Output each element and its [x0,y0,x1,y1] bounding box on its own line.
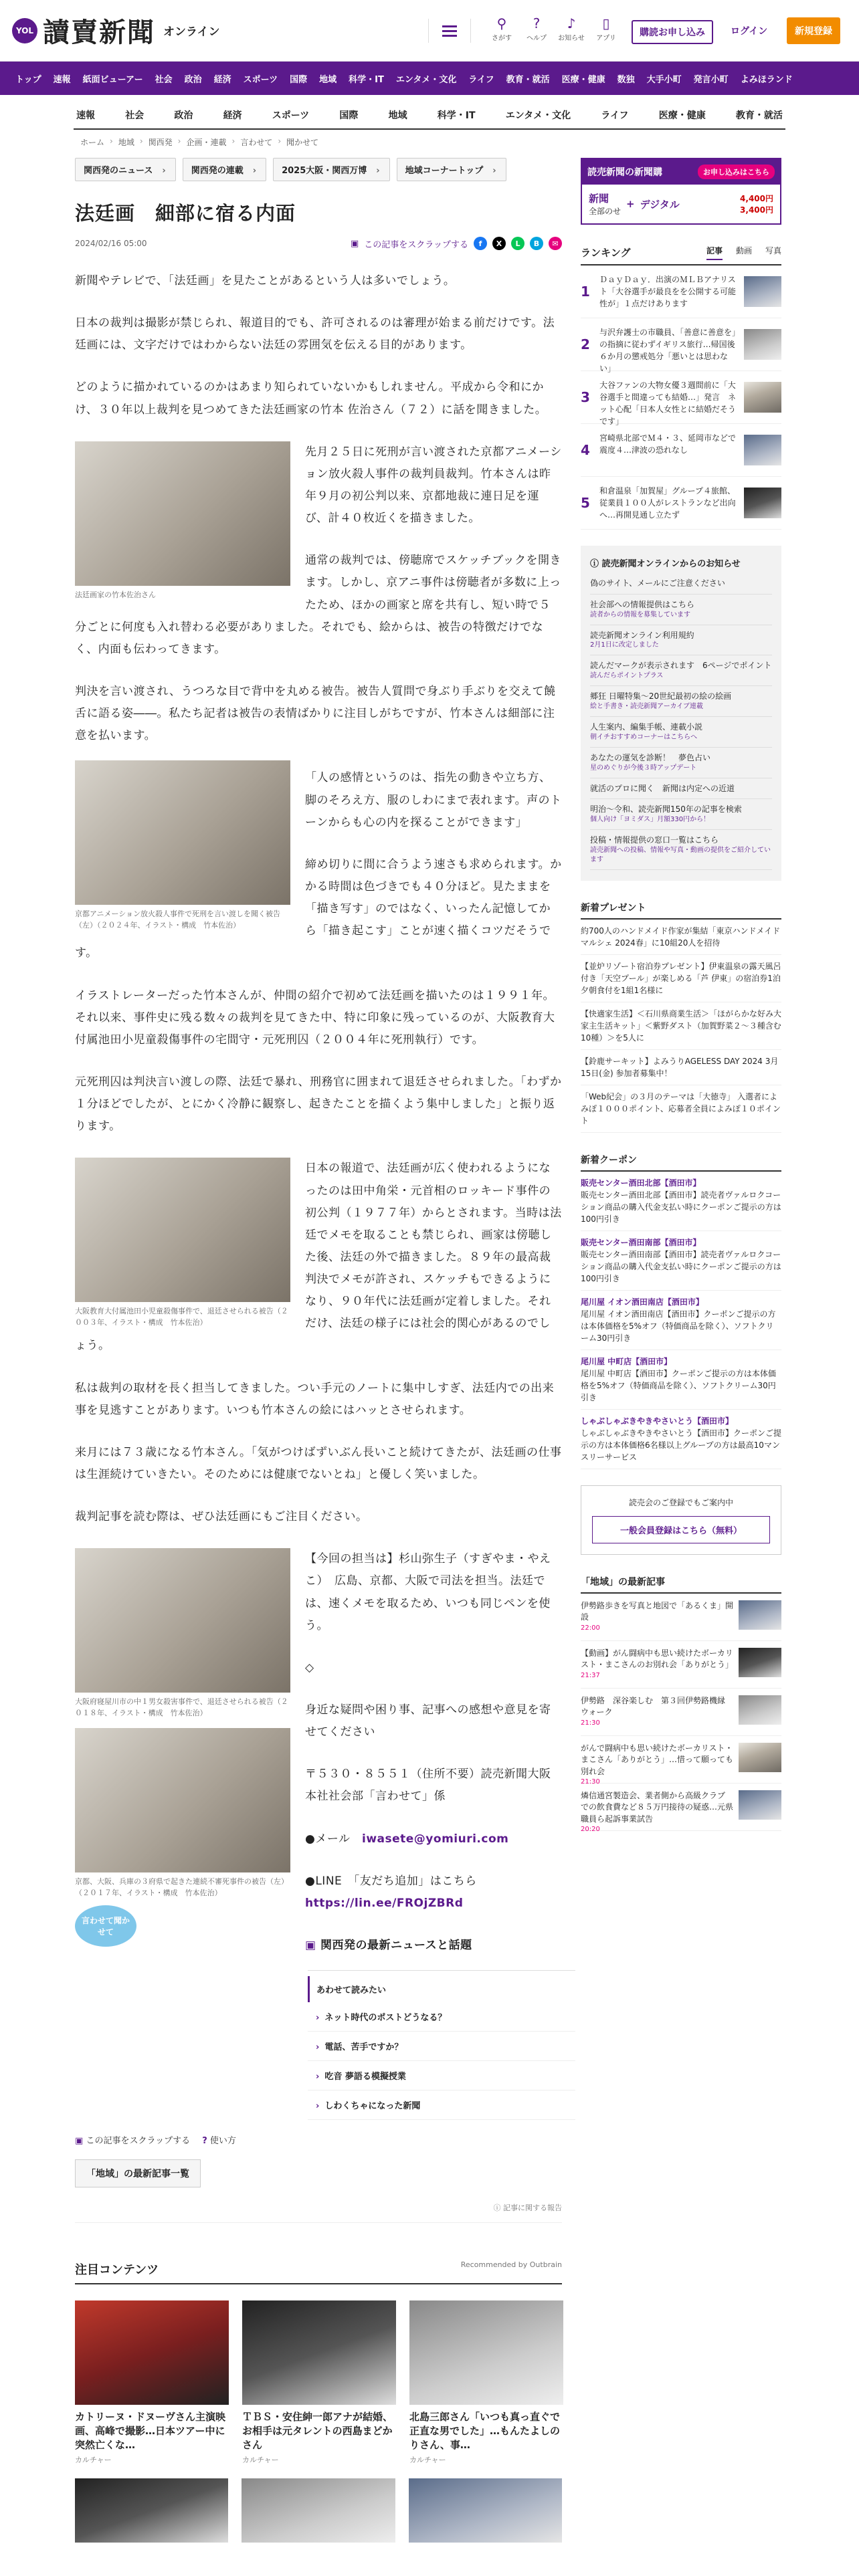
subnav-item[interactable]: スポーツ [272,110,310,121]
sub-nav [74,102,785,130]
topnav-item[interactable]: 教育・就活 [506,74,550,85]
coupon-text: 尾川屋 イオン酒田南店【酒田市】クーポンご提示の方は本体価格を5%オフ（特価商品を除く）、ソフトクリーム30円引き [581,1309,776,1343]
recommended-card[interactable] [75,2300,229,2465]
header-tool-1[interactable] [523,15,550,42]
related-item[interactable]: › 吃音 夢語る模擬授業 [308,2061,575,2090]
breadcrumb-separator: › [278,136,282,146]
kansai-news-link[interactable]: 関西発の最新ニュースと話題 [320,1939,472,1953]
price-1: 4,400円 [740,194,773,203]
local-thumb [739,1695,781,1725]
article-body [75,270,562,1957]
register-button[interactable]: 新規登録 [787,17,840,44]
header-tool-label: アプリ [596,35,616,42]
scrap-link[interactable]: この記事をスクラップする [364,239,468,250]
subnav-item[interactable]: 国際 [339,110,359,121]
help-icon: ? [202,2136,207,2146]
ranking-thumb [744,435,781,465]
photo-artist[interactable] [75,441,290,586]
scrap-icon: ▣ [350,238,359,249]
subscription-body [582,185,780,223]
coupon-item[interactable] [581,1350,781,1410]
local-text [581,1695,733,1729]
price-block [740,193,773,215]
topnav-item[interactable]: エンタメ・文化 [395,74,457,85]
ranking-thumb [744,276,781,307]
local-item[interactable] [581,1736,781,1784]
howto-label: 使い方 [209,2136,236,2146]
local-thumb [739,1600,781,1630]
login-link[interactable]: ログイン [731,26,768,37]
local-title: 伊勢路歩きを写真と地図で「あるくま」開設 [581,1600,734,1622]
ranking-number: 1 [581,284,590,300]
recommended-card-source: カルチャー [75,2456,112,2464]
ranking-thumb [744,382,781,413]
related-item[interactable]: › ネット時代のポストどうなる？ [308,2002,575,2032]
ranking-item[interactable] [581,318,781,371]
local-text [581,1648,733,1681]
paragraph: 元死刑囚は判決言い渡しの際、法廷で暴れ、刑務官に囲まれて退廷させられました。「わずか１分ほどでしたが、とにかく冷静に観察し、起きたことを描くよう集中しました」と振り返ります。 [75,1075,562,1134]
top-nav [0,62,859,95]
notice-subtitle: 絵と手書き・読売新聞アーカイブ連載 [590,702,703,710]
coupon-text: 尾川屋 中町店【酒田市】クーポンご提示の方は本体価格を5%オフ（特価商品を除く）、ソフトクリーム30円引き [581,1368,776,1402]
paragraph: 先月２５日に死刑が言い渡された京都アニメーション放火殺人事件の裁判員裁判。竹本さんは昨年９月の初公判以来、京都地裁に連日足を運び、計４０枚近くを描きました。 [305,445,562,526]
hatena-icon[interactable]: B [530,237,543,250]
new-label: 新聞 [589,193,609,205]
subscription-pill[interactable]: お申し込みはこちら [698,165,775,179]
header-tools [488,15,619,42]
subnav-item[interactable]: 教育・就活 [735,110,783,121]
recommended-card-title: カトリーヌ・ドヌーヴさん主演映画、高峰で撮影…日本ツアー中に突然亡くな… [75,2411,226,2451]
registration-box [581,1485,781,1555]
recommended-card-source: カルチャー [409,2456,446,2464]
ranking-thumb [744,329,781,360]
topnav-item[interactable]: 数独 [617,74,635,85]
ranking-tab[interactable]: 動画 [735,246,752,255]
related-item[interactable]: › 電話、苦手ですか？ [308,2032,575,2061]
subscribe-button[interactable]: 購読お申し込み [632,20,713,44]
line-label: ●LINE 「友だち追加」はこちら [305,1874,477,1888]
recommended-thumb[interactable] [75,2478,228,2543]
topnav-item[interactable]: 社会 [155,74,173,85]
recommended-head [75,2260,562,2284]
notice-subtitle: 読んだらポイントプラス [590,672,664,680]
figure-kyoani [75,760,290,931]
article-date: 2024/02/16 05:00 [75,239,147,248]
breadcrumb-separator: › [177,136,181,146]
recommended-thumb[interactable] [409,2478,562,2543]
article-tag[interactable]: 関西発のニュース › [75,158,176,181]
notice-subtitle: 個人向け「ヨミダス」月額330円から！ [590,816,710,824]
topnav-item[interactable]: 科学・IT [349,74,384,85]
mail-link[interactable]: iwasete@yomiuri.com [362,1832,509,1846]
notice-title: 明治〜令和、読売新聞150年の記事を検索 [590,804,742,815]
article-tag[interactable]: 地域コーナートップ › [397,158,506,181]
article-tag[interactable]: 関西発の連載 › [183,158,266,181]
local-text [581,1743,734,1786]
paragraph: 日本の裁判は撮影が禁じられ、報道目的でも、許可されるのは審理が始まる前だけです。法廷画には、文字だけではわからない法廷の雰囲気を伝える目的があります。 [75,316,555,352]
iwasete-logo: 言わせて聞かせて [75,1905,136,1947]
header-tool-2[interactable] [558,15,585,42]
paragraph: 来月には７３歳になる竹本さん。「気がつけばずいぶん長いこと続けてきたが、法廷画の仕事は生涯続けていきたい。そのためには健康でないとね」と優しく笑いました。 [75,1445,562,1482]
topnav-item[interactable]: 速報 [53,74,71,85]
article-title: 法廷画 細部に宿る内面 [75,202,296,225]
article-column [75,158,562,2120]
paragraph: どのように描かれているのかはあまり知られていないかもしれません。平成から令和にかけ、３０年以上裁判を見つめてきた法廷画家の竹本 佐治さん（７２）に話を聞きました。 [75,381,547,417]
ranking-title: 宮崎県北部でＭ４・３、延岡市などで震度４…津波の恐れなし [599,433,737,455]
header-tool-3[interactable] [593,15,619,42]
ranking-item[interactable] [581,371,781,424]
outbrain-label[interactable]: Recommended by Outbrain [460,2260,562,2269]
subnav-item[interactable]: 科学・IT [437,110,476,121]
breadcrumb-separator: › [139,136,143,146]
line-icon[interactable]: L [511,237,524,250]
bell-icon: ♪ [567,15,576,31]
notice-title: 読売新聞オンラインからのお知らせ [601,559,741,569]
local-title: 燐信通宮製造会、業者側から高級クラブでの飲食費など８５万円接待の疑惑…元県職員ら起訴事業試告 [581,1790,734,1824]
breadcrumb-separator: › [231,136,235,146]
figure-caption: 大阪府寝屋川市の中１男女殺害事件で、退廷させられる被告（２０１８年、イラスト・構成 竹本佐治） [75,1697,288,1717]
paragraph: 通常の裁判では、傍聴席でスケッチブックを開きます。しかし、京アニ事件は傍聴者が多数に上ったため、ほかの画家と席を共有し、短い時で５分ごとに何度も入れ替わる必要がありました。それでも、絵からは、被告の特徴だけでなく、内面も伝わってきます。 [75,554,561,656]
local-thumb [739,1648,781,1677]
present-item[interactable]: 「Web紀会」の３月のテーマは「大徳寺」 入選者によみぽ１０００ポイント、応募者全員によみぽ１０ポイント [581,1085,781,1133]
paragraph: 「人の感情というのは、指先の動きや立ち方、脚のそろえ方、服のしわにまで表れます。声のトーンからも心の内を探ることができます」 [305,771,562,829]
ranking-item[interactable] [581,265,781,318]
paragraph: 判決を言い渡され、うつろな目で背中を丸める被告。被告人質問で身ぶり手ぶりを交えて饒舌に語る姿――。私たち記者は被告の表情ばかりに注目しがちですが、竹本さんは細部に注意を払います。 [75,684,556,743]
ranking-title: ランキング [581,247,631,259]
logo-sub: オンライン [163,25,220,39]
coupon-store: しゃぶしゃぶきやきやさいとう【酒田市】 [581,1416,734,1426]
article-tags [75,158,562,181]
header-tool-label: ヘルプ [527,35,547,42]
local-thumb [739,1790,781,1820]
coupon-text: 販売センター酒田南部【酒田市】読売者ヴァルロクコーション商品の購入代金支払い時にクーポンご提示の方は100円引き [581,1249,781,1283]
recommended-row-2 [75,2478,562,2543]
sidebar [581,158,782,1834]
topnav-item[interactable]: 大手小町 [646,74,682,85]
coupon-item[interactable] [581,1172,781,1231]
coupon-item[interactable] [581,1291,781,1350]
coupon-item[interactable] [581,1231,781,1291]
topnav-item[interactable]: スポーツ [243,74,278,85]
notice-box [581,546,781,881]
local-text [581,1790,734,1834]
subnav-item[interactable]: 社会 [125,110,145,121]
local-title: 【動画】がん闘病中も思い続けたボーカリスト・まこさんのお別れ会「ありがとう」 [581,1648,734,1670]
notice-item[interactable] [590,595,772,625]
local-time: 20:20 [581,1826,600,1834]
topnav-item[interactable]: 地域 [319,74,337,85]
notice-title: 就活のプロに聞く 新聞は内定への近道 [590,783,735,793]
local-title: 伊勢路 深谷楽しむ 第３回伊勢路機縁ウォーク [581,1695,726,1717]
report-label: 記事に関する報告 [503,2204,562,2212]
notice-item[interactable] [590,717,772,748]
local-item[interactable] [581,1641,781,1689]
recommended-card-title: ＴＢＳ・安住紳一郎アナが結婚、お相手は元タレントの西島まどかさん [242,2411,393,2451]
notice-subtitle: 朝イチおすすめコーナーはこちらへ [590,733,698,741]
illustration-ikeda[interactable] [75,1158,290,1302]
subscription-title: 読売新聞の新聞購 [587,167,662,178]
present-item[interactable]: 【快適家生活】＜石川県商業生活＞「ほがらかな好み大家主生活キット」＜紫野ダスト（加賀野菜２〜３種含む10種）＞を5人に [581,1002,781,1050]
site-header [0,0,859,62]
coupon-item[interactable] [581,1410,781,1469]
logo-text: 讀賣新聞 [43,17,155,48]
ranking-number: 2 [581,336,590,352]
coupon-store: 販売センター酒田南部【酒田市】 [581,1237,701,1247]
date-row [75,237,562,250]
local-thumb [739,1743,781,1772]
coupon-store: 尾川屋 イオン酒田南店【酒田市】 [581,1297,704,1307]
local-time: 21:30 [581,1719,600,1727]
illustration-kyoani[interactable] [75,760,290,905]
notice-item[interactable] [590,830,772,870]
present-item[interactable]: 【鈴鹿サーキット】よみうりAGELESS DAY 2024 3月15日(金) 参加者募集中！ [581,1050,781,1085]
share-bar [351,237,562,250]
local-item[interactable] [581,1784,781,1834]
mail-icon[interactable]: ✉ [549,237,562,250]
ranking-number: 5 [581,495,590,511]
notice-subtitle: 2月1日に改定しました [590,641,659,649]
area-list-button[interactable]: 「地域」の最新記事一覧 [75,2159,201,2187]
notice-subtitle: 読者からの情報を募集しています [590,611,690,619]
ranking-title: 和倉温泉「加賀屋」グループ４旅館、従業員１００人がレストランなど出向へ…再開見通し立たず [599,486,736,520]
breadcrumb-item[interactable]: 関西発 [148,138,173,147]
recommended-thumb[interactable] [242,2478,395,2543]
figure-neyagawa [75,1548,290,1947]
notice-title: 読売新聞オンライン利用規約 [590,630,694,640]
topnav-item[interactable]: 政治 [184,74,202,85]
present-head: 新着プレゼント [581,901,781,920]
notice-title: 郷狂 日曜特集〜20世紀最初の絵の絵画 [590,691,732,702]
facebook-icon[interactable]: f [474,237,487,250]
ranking-title: ＤａｙＤａｙ．出演のＭＬＢアナリスト「大谷選手が最良をを公開する可能性が」１点だけあります [599,275,737,308]
subnav-item[interactable]: エンタメ・文化 [505,110,571,121]
search-icon: ⚲ [496,15,507,31]
notice-item[interactable] [590,573,772,595]
all-label: 全部のせ [589,207,622,216]
recommended-thumb [242,2300,396,2405]
header-tool-label: お知らせ [558,35,585,42]
document-icon: ▣ [305,1939,316,1953]
registration-text: 読売会のご登録でもご案内中 [628,1497,733,1507]
article-tag[interactable]: 2025大阪・関西万博 › [273,158,390,181]
help-icon: ? [533,15,541,31]
diamond-separator: ◇ [305,1660,314,1675]
subnav-item[interactable]: ライフ [601,110,629,121]
ranking-number: 4 [581,442,590,458]
register-free-button[interactable]: 一般会員登録はこちら（無料） [592,1516,770,1543]
topnav-item[interactable]: 発言小町 [693,74,729,85]
local-time: 22:00 [581,1624,600,1632]
notice-title: 人生案内、編集手帳、連載小説 [590,722,703,732]
topnav-item[interactable]: 紙面ビューアー [82,74,143,85]
hamburger-icon [442,30,457,32]
present-item[interactable]: 約700人のハンドメイド作家が集結「東京ハンドメイドマルシェ 2024春」に10組20人を招待 [581,920,781,955]
local-item[interactable] [581,1594,781,1641]
paragraph: 私は裁判の取材を長く担当してきました。つい手元のノートに集中しすぎ、法廷内での出来事を見逃すことがあります。いつも竹本さんの絵にはハッとさせられます。 [75,1381,555,1417]
paragraph: イラストレーターだった竹本さんが、仲間の紹介で初めて法廷画を描いたのは１９９１年。それ以来、事件史に残る数々の裁判を見てきた中、特に印象に残っているのが、大阪教育大付属池田小児童殺傷事件の宅間守・元死刑囚（２００４年に死刑執行）です。 [75,988,555,1047]
menu-button[interactable] [428,19,471,43]
coupon-head: 新着クーポン [581,1153,781,1172]
breadcrumb-item[interactable]: 地域 [118,138,134,147]
breadcrumb-separator: › [110,136,113,146]
mail-label: ●メール [305,1832,351,1846]
scrap-icon: ▣ [75,2136,84,2146]
notice-item[interactable] [590,655,772,686]
recommended-thumb [409,2300,563,2405]
topnav-item[interactable]: トップ [15,74,41,85]
notice-head [590,556,772,569]
coupon-text: しゃぶしゃぶきやきやさいとう【酒田市】クーポンご提示の方は本体価格6名様以上グループの方は最高10マンスリーサービス [581,1428,782,1462]
breadcrumb-item[interactable]: 聞かせて [286,138,319,147]
recommended-card-title: 北島三郎さん「いつも真っ直ぐで正直な男でした」…もんたよしのりさん、事… [409,2411,561,2451]
related-item[interactable]: › しわくちゃになった新聞 [308,2090,575,2120]
notice-title: 社会部への情報提供はこちら [590,599,695,609]
recommended-card-source: カルチャー [242,2456,279,2464]
coupon-text: 販売センター酒田北部【酒田市】読売者ヴァルロクコーション商品の購入代金支払い時にクーポンご提示の方は100円引き [581,1190,781,1224]
x-icon[interactable]: X [492,237,506,250]
present-item[interactable]: 【並炉リゾート宿泊券プレゼント】伊東温泉の露天風呂付き「天空プール」が楽しめる「芦 伊東」の宿泊券1泊 夕朝食付を1組1名様に [581,955,781,1002]
recommended-card[interactable] [242,2300,396,2465]
topnav-item[interactable]: よみほランド [740,74,793,85]
paragraph: 締め切りに間に合うよう速さも求められます。かかる時間は色づきでも４０分ほど。見たままを「描き写す」のではなく、いったん記憶してから「描き起こす」ことが速く描くコツだそうです。 [75,857,562,960]
article-footer [75,2133,562,2223]
topnav-item[interactable]: 国際 [290,74,308,85]
related-head: あわせて読みたい [308,1976,575,2002]
local-text [581,1600,733,1634]
notice-title: 偽のサイト、メールにご注意ください [590,578,725,588]
topnav-item[interactable]: ライフ [468,74,494,85]
topnav-item[interactable]: 経済 [213,74,231,85]
scrap-link-bottom[interactable] [75,2133,190,2146]
notice-item[interactable] [590,625,772,656]
subscription-banner[interactable] [581,158,781,225]
address-text: 〒５３０・８５５１（住所不要）読売新聞大阪本社社会部「言わせて」係 [305,1767,551,1804]
figure-caption: 京都、大阪、兵庫の３府県で起きた連続不審死事件の被告（左）（２０１７年、イラスト・構成 竹本佐治） [75,1877,288,1897]
ranking-title: 大谷ファンの大物女優３週間前に「大谷選手と間違っても結婚…」発言 ネット心配「日本人女性とに結婚だそうです」 [599,381,737,426]
notice-title: 読んだマークが表示されます 6ページでポイント [590,661,772,671]
ranking-head [581,245,781,265]
paragraph: 裁判記事を読む際は、ぜひ法廷画にもご注目ください。 [75,1510,368,1524]
paragraph: 日本の報道で、法廷画が広く使われるようになったのは田中角栄・元首相のロッキード事件の初公判（１９７７年）からとされます。当時は法廷でメモを取ることも禁じられ、画家は傍聴した後、法廷の外で描きました。８９年の最高裁判決でメモが許され、スケッチもできるようになり、９０年代に法廷画が定着しました。それだけ、法廷の様子には社会的関心があるのでしょう。 [75,1162,562,1353]
notice-title: 投稿・情報提供の窓口一覧はこちら [590,835,719,845]
howto-link[interactable] [202,2133,236,2146]
line-link[interactable]: https://lin.ee/FROjZBRd [305,1896,464,1910]
figure-ikeda [75,1158,290,1328]
related-articles [308,1970,575,2120]
figure-caption: 京都アニメーション放火殺人事件で死刑を言い渡しを聞く被告（左）（２０２４年、イラスト・構成 竹本佐治） [75,909,281,930]
breadcrumb-item[interactable]: ホーム [80,138,105,147]
info-icon: ⓘ [590,559,599,569]
recommended-content [75,2260,562,2543]
ranking-tab[interactable]: 写真 [765,246,781,255]
ranking-item[interactable] [581,477,781,530]
figure-caption: 大阪教育大付属池田小児童殺傷事件で、退廷させられる被告（２００３年、イラスト・構成 竹本佐治） [75,1307,288,1327]
scrap-label: この記事をスクラップする [86,2136,191,2146]
figure-artist [75,441,290,601]
ranking-tab[interactable]: 記事 [706,245,723,260]
contact-text: 身近な疑問や困り事、記事への感想や意見を寄せてください [305,1703,551,1739]
notice-item[interactable] [590,799,772,830]
recommended-thumb [75,2300,229,2405]
price-2: 3,400円 [740,205,773,215]
notice-item[interactable] [590,686,772,717]
subnav-item[interactable]: 経済 [223,110,242,121]
figure-caption: 法廷画家の竹本佐治さん [75,590,156,599]
notice-item[interactable] [590,778,772,800]
ranking-number: 3 [581,389,590,405]
report-icon: ⓘ [493,2204,501,2212]
ranking-title: 与沢弁護士の市職員、「善意に善意を」の指摘に従わずイギリス旅行…帰国後６か月の懲戒処分「悪いとは思わない」 [599,328,737,373]
local-title: がんで闘病中も思い続けたボーカリスト・まこさん「ありがとう」…惜って願っても別れ会 [581,1743,734,1776]
recommended-title: 注目コンテンツ [75,2263,159,2277]
digital-label: デジタル [640,198,680,211]
header-tool-0[interactable] [488,15,515,42]
local-item[interactable] [581,1689,781,1736]
notice-subtitle: 読売新聞への投稿、情報や写真・動画の提供をご紹介しています [590,846,771,863]
plus-sign: + [626,198,635,210]
recommended-card[interactable] [409,2300,563,2465]
subnav-item[interactable]: 政治 [174,110,193,121]
breadcrumb-item[interactable]: 言わせて [240,138,273,147]
breadcrumb [80,136,318,148]
notice-subtitle: 星のめぐりが今後３時アップデート [590,764,697,772]
ranking-thumb [744,488,781,518]
local-time: 21:30 [581,1778,600,1786]
subnav-item[interactable]: 速報 [76,110,95,121]
phone-icon: ▯ [602,15,610,31]
notice-item[interactable] [590,748,772,778]
notice-title: あなたの運気を診断！ 夢色占い [590,752,711,762]
logo-mark: YOL [12,18,37,43]
breadcrumb-item[interactable]: 企画・連載 [186,138,227,147]
topnav-item[interactable]: 医療・健康 [561,74,605,85]
subnav-item[interactable]: 地域 [388,110,407,121]
local-time: 21:37 [581,1671,600,1679]
coupon-store: 尾川屋 中町店【酒田市】 [581,1356,672,1366]
local-head: 「地域」の最新記事 [581,1575,781,1594]
ranking-item[interactable] [581,424,781,477]
subnav-item[interactable]: 医療・健康 [658,110,706,121]
illustration-serial[interactable] [75,1728,290,1872]
writer-note: 【今回の担当は】杉山弥生子（すぎやま・やえこ） 広島、京都、大阪で司法を担当。法廷では、速くメモを取るため、いつも同じペンを使う。 [305,1552,551,1632]
subscription-head [582,159,780,185]
paragraph: 新聞やテレビで、「法廷画」を見たことがあるという人は多いでしょう。 [75,274,456,288]
site-logo[interactable] [12,11,220,49]
illustration-neyagawa[interactable] [75,1548,290,1693]
header-tool-label: さがす [492,35,512,42]
report-link[interactable] [75,2202,562,2223]
coupon-store: 販売センター酒田北部【酒田市】 [581,1178,701,1188]
